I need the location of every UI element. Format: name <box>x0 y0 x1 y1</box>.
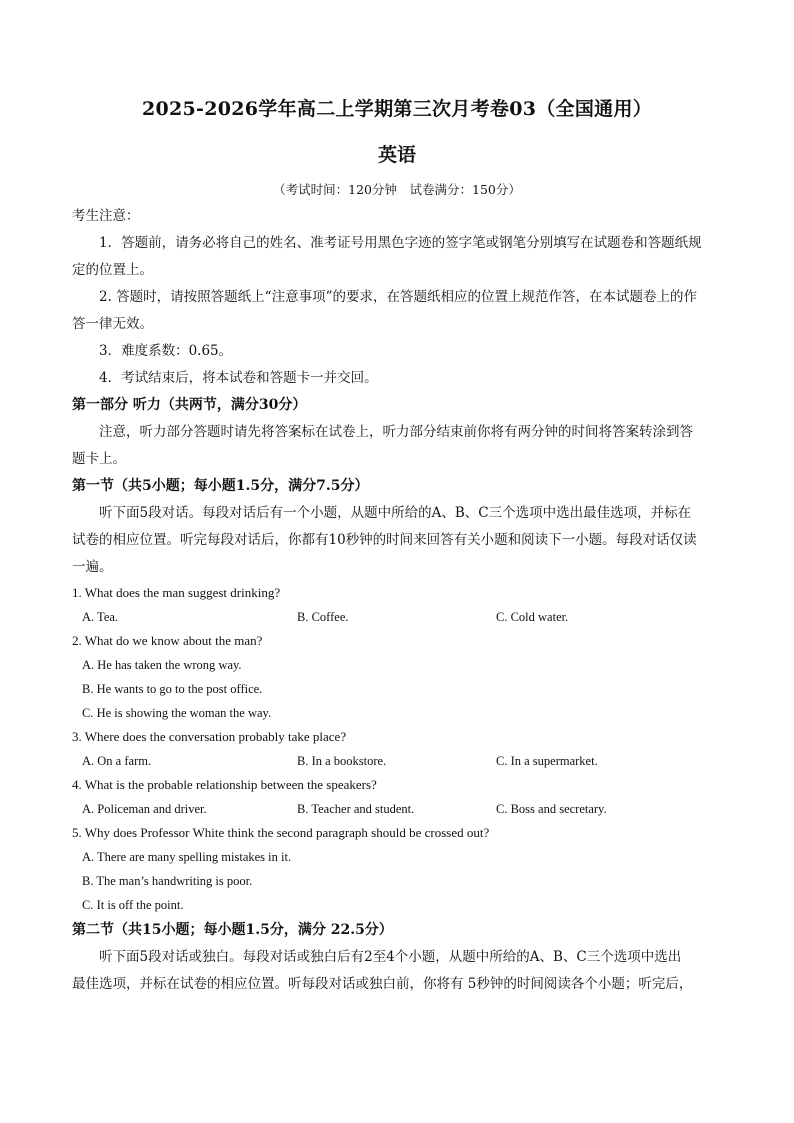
notice-line: 1．答题前，请务必将自己的姓名、准考证号用黑色字迹的签字笔或钢笔分别填写在试题卷和答题纸规 <box>99 235 702 251</box>
option-c: C. It is off the point. <box>82 898 184 912</box>
notice-heading: 考生注意： <box>72 208 140 224</box>
question-stem: 3. Where does the conversation probably take place? <box>72 729 347 744</box>
option-b: B. The man’s handwriting is poor. <box>82 874 253 888</box>
question-stem: 4. What is the probable relationship between the speakers? <box>72 777 377 792</box>
option-a: A. Policeman and driver. <box>82 802 207 816</box>
notice-line: 4．考试结束后，将本试卷和答题卡一并交回。 <box>99 370 378 386</box>
section1-instruction-line: 一遍。 <box>72 559 113 575</box>
exam-content <box>72 203 724 998</box>
option-c: C. Cold water. <box>496 610 569 624</box>
section2-instruction-line: 听下面5段对话或独白。每段对话或独白后有2至4个小题，从题中所给的A、B、C三个选项中选出 <box>99 949 682 965</box>
section1-instruction-line: 试卷的相应位置。听完每段对话后，你都有10秒钟的时间来回答有关小题和阅读下一小题。每段对话仅读 <box>72 532 697 548</box>
part1-note-line: 题卡上。 <box>72 451 126 467</box>
option-c: C. Boss and secretary. <box>496 802 607 816</box>
exam-title: 2025-2026学年高二上学期第三次月考卷03（全国通用） <box>141 98 653 120</box>
question-options <box>72 797 724 821</box>
question-options <box>72 605 724 629</box>
subject-title: 英语 <box>377 144 416 166</box>
option-a: A. There are many spelling mistakes in it. <box>82 850 292 864</box>
option-c: C. In a supermarket. <box>496 754 598 768</box>
part1-note-line: 注意，听力部分答题时请先将答案标在试卷上，听力部分结束前你将有两分钟的时间将答案转涂到答 <box>99 424 693 440</box>
option-c: C. He is showing the woman the way. <box>82 706 272 720</box>
question-stem: 5. Why does Professor White think the second paragraph should be crossed out? <box>72 825 490 840</box>
section1-instruction-line: 听下面5段对话。每段对话后有一个小题，从题中所给的A、B、C三个选项中选出最佳选项，并标在 <box>99 505 692 521</box>
section1-heading: 第一节（共5小题；每小题1.5分，满分7.5分） <box>72 478 369 494</box>
question-options <box>72 749 724 773</box>
part1-heading: 第一部分 听力（共两节，满分30分） <box>72 397 307 413</box>
option-a: A. Tea. <box>82 610 119 624</box>
section2-instruction-line: 最佳选项，并标在试卷的相应位置。听每段对话或独白前，你将有 5秒钟的时间阅读各个小题；听完后， <box>72 976 693 992</box>
notice-line: 定的位置上。 <box>72 262 153 278</box>
option-b: B. In a bookstore. <box>297 754 387 768</box>
notice-line: 2. 答题时，请按照答题纸上“注意事项”的要求，在答题纸相应的位置上规范作答，在本试题卷上的作 <box>99 289 697 305</box>
exam-meta: （考试时间：120分钟 试卷满分：150分） <box>273 182 521 197</box>
question-stem: 2. What do we know about the man? <box>72 633 263 648</box>
notice-line: 3．难度系数：0.65。 <box>99 343 233 359</box>
question-stem: 1. What does the man suggest drinking? <box>72 585 281 600</box>
option-a: A. On a farm. <box>82 754 152 768</box>
option-b: B. He wants to go to the post office. <box>82 682 263 696</box>
option-a: A. He has taken the wrong way. <box>82 658 242 672</box>
option-b: B. Teacher and student. <box>297 802 415 816</box>
option-b: B. Coffee. <box>297 610 349 624</box>
section2-heading: 第二节（共15小题；每小题1.5分，满分 22.5分） <box>72 922 393 938</box>
notice-line: 答一律无效。 <box>72 316 153 332</box>
